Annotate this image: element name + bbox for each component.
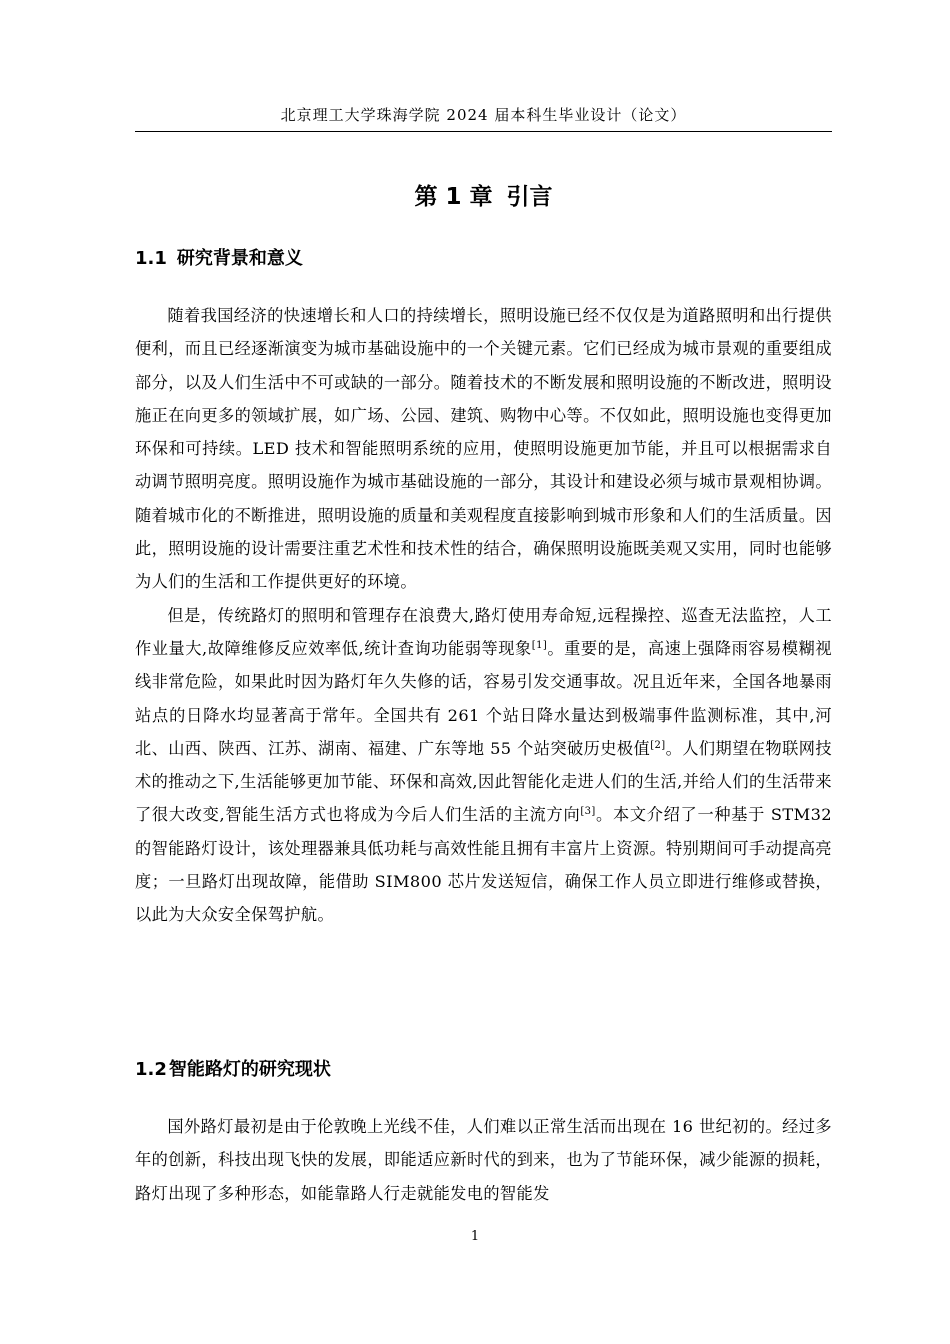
section-number: 1.1 xyxy=(135,248,167,269)
header-rule xyxy=(135,131,832,132)
section-title: 研究背景和意义 xyxy=(176,248,303,269)
paragraph-text: 。重要的是，高速上强降雨容易模糊视线非常危险，如果此时因为路灯年久失修的话，容易引发交通事故。况且近年来，全国各地暴雨站点的日降水均显著高于常年。全国共有 261 个站日降水量达到极端事件监测标准，其中,河北、山西、陕西、江苏、湖南、福建、广东等地 55 个站突破历史极值 xyxy=(135,638,832,758)
section-heading-1-2 xyxy=(135,1056,832,1084)
paragraph-text: 。人们期望在物联网技术的推动之下,生活能够更加节能、环保和高效,因此智能化走进人们的生活,并给人们的生活带来了很大改变,智能生活方式也将成为今后人们生活的主流方向 xyxy=(135,738,832,825)
section-title: 智能路灯的研究现状 xyxy=(168,1059,331,1080)
running-header: 北京理工大学珠海学院 2024 届本科生毕业设计（论文） xyxy=(280,106,687,124)
chapter-title xyxy=(135,180,832,214)
section-number: 1.2 xyxy=(135,1059,167,1080)
chapter-name: 引言 xyxy=(506,184,553,210)
chapter-number: 第 1 章 xyxy=(414,184,493,210)
page-number: 1 xyxy=(470,1229,480,1244)
paragraph xyxy=(135,599,832,932)
citation-ref[interactable]: [3] xyxy=(580,806,596,818)
paragraph-text: 但是，传统路灯的照明和管理存在浪费大,路灯使用寿命短,远程操控、巡查无法监控，人工作业量大,故障维修反应效率低,统计查询功能弱等现象 xyxy=(135,605,832,658)
section-1-1-body xyxy=(135,299,832,932)
section-1-2-body xyxy=(135,1110,832,1210)
paragraph: 国外路灯最初是由于伦敦晚上光线不佳，人们难以正常生活而出现在 16 世纪初的。经过多年的创新，科技出现飞快的发展，即能适应新时代的到来，也为了节能环保，减少能源的损耗，路灯出现了多种形态，如能靠路人行走就能发电的智能发 xyxy=(135,1117,832,1203)
citation-ref[interactable]: [2] xyxy=(650,739,666,751)
paragraph-text: 。本文介绍了一种基于 STM32 的智能路灯设计，该处理器兼具低功耗与高效性能且拥有丰富片上资源。特别期间可手动提高亮度；一旦路灯出现故障，能借助 SIM800 芯片发送短信，确保工作人员立即进行维修或替换，以此为大众安全保驾护航。 xyxy=(135,805,832,925)
section-heading-1-1 xyxy=(135,245,832,273)
citation-ref[interactable]: [1] xyxy=(531,639,548,651)
paragraph: 随着我国经济的快速增长和人口的持续增长，照明设施已经不仅仅是为道路照明和出行提供便利，而且已经逐渐演变为城市基础设施中的一个关键元素。它们已经成为城市景观的重要组成部分，以及人们生活中不可或缺的一部分。随着技术的不断发展和照明设施的不断改进，照明设施正在向更多的领域扩展，如广场、公园、建筑、购物中心等。不仅如此，照明设施也变得更加环保和可持续。LED 技术和智能照明系统的应用，使照明设施更加节能，并且可以根据需求自动调节照明亮度。照明设施作为城市基础设施的一部分，其设计和建设必须与城市景观相协调。随着城市化的不断推进，照明设施的质量和美观程度直接影响到城市形象和人们的生活质量。因此，照明设施的设计需要注重艺术性和技术性的结合，确保照明设施既美观又实用，同时也能够为人们的生活和工作提供更好的环境。 xyxy=(135,306,832,592)
